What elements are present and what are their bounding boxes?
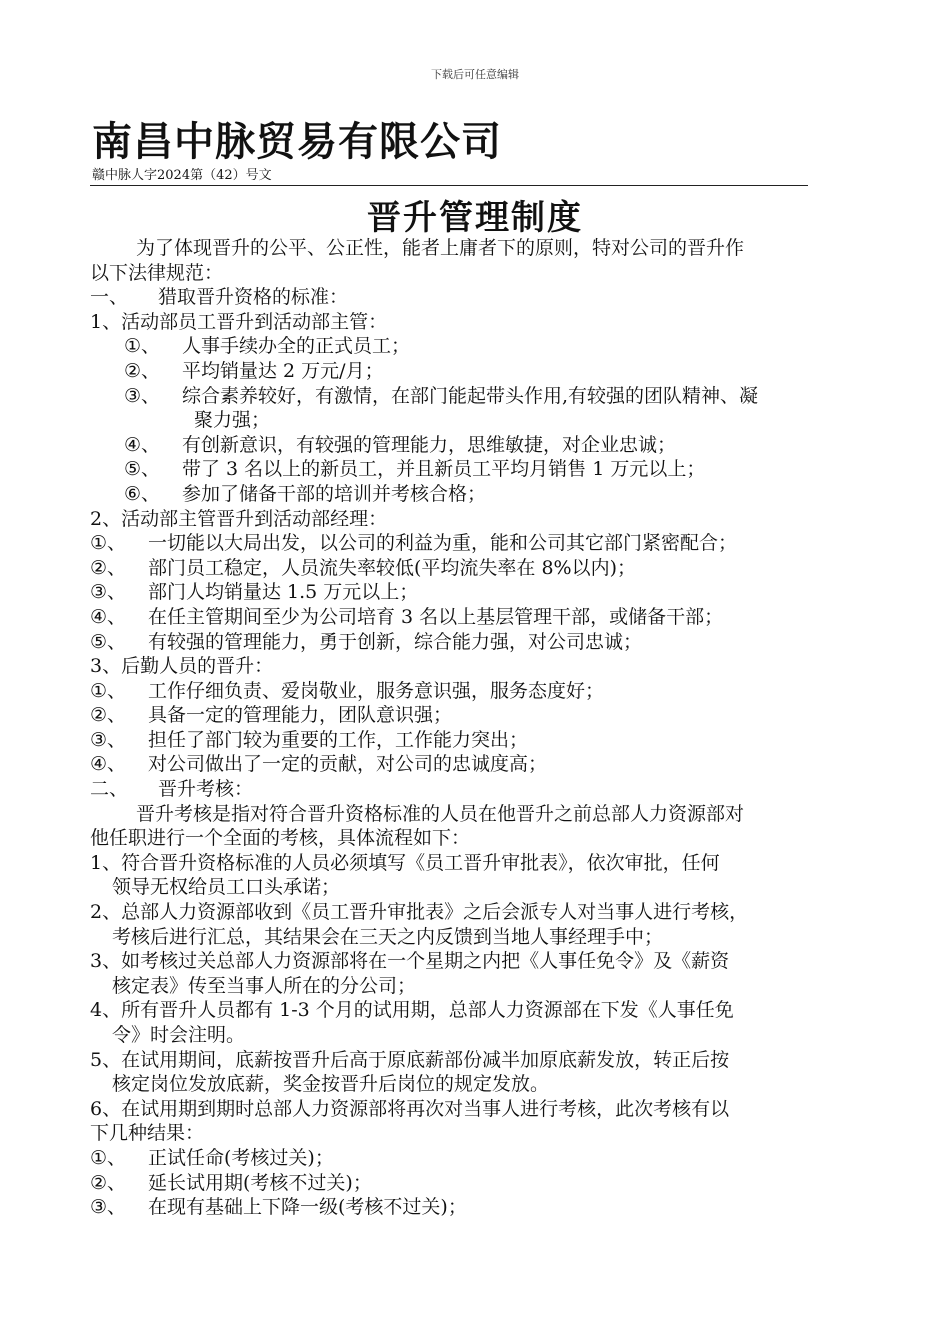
header-note: 下载后可任意编辑	[431, 68, 519, 81]
process-step: 3、如考核过关总部人力资源部将在一个星期之内把《人事任免令》及《薪资	[90, 950, 730, 973]
process-step-continuation: 令》时会注明。	[112, 1024, 246, 1046]
list-item: ②、 具备一定的管理能力，团队意识强；	[90, 704, 453, 727]
process-step-continuation: 下几种结果：	[90, 1122, 205, 1145]
process-step: 2、总部人力资源部收到《员工晋升审批表》之后会派专人对当事人进行考核，	[90, 901, 749, 924]
process-step: 5、在试用期间，底薪按晋升后高于原底薪部份减半加原底薪发放，转正后按	[90, 1048, 730, 1071]
intro-line: 为了体现晋升的公平、公正性，能者上庸者下的原则，特对公司的晋升作	[136, 237, 745, 259]
section-intro-line: 晋升考核是指对符合晋升资格标准的人员在他晋升之前总部人力资源部对	[136, 802, 745, 825]
group-heading: 3、后勤人员的晋升：	[90, 655, 274, 678]
process-step-continuation: 核定岗位发放底薪，奖金按晋升后岗位的规定发放。	[112, 1073, 550, 1096]
process-step: 1、符合晋升资格标准的人员必须填写《员工晋升审批表》，依次审批，任何	[90, 851, 720, 874]
section-heading: 二、 晋升考核：	[90, 778, 254, 801]
list-item: ③、 部门人均销量达 1.5 万元以上；	[90, 581, 419, 604]
list-item: ③、 担任了部门较为重要的工作，工作能力突出；	[90, 728, 529, 751]
list-item: ①、 人事手续办全的正式员工；	[124, 335, 411, 358]
group-heading: 2、活动部主管晋升到活动部经理：	[90, 507, 388, 530]
process-step: 6、在试用期到期时总部人力资源部将再次对当事人进行考核，此次考核有以	[90, 1097, 730, 1120]
process-step-continuation: 考核后进行汇总，其结果会在三天之内反馈到当地人事经理手中；	[112, 925, 664, 948]
list-item: ④、 有创新意识，有较强的管理能力，思维敏捷，对企业忠诚；	[124, 433, 677, 456]
list-item: ④、 在任主管期间至少为公司培育 3 名以上基层管理干部，或储备干部；	[90, 605, 724, 628]
process-step: 4、所有晋升人员都有 1-3 个月的试用期，总部人力资源部在下发《人事任免	[90, 999, 734, 1022]
list-item: ⑥、 参加了储备干部的培训并考核合格；	[124, 482, 487, 505]
list-item: ⑤、 有较强的管理能力，勇于创新，综合能力强，对公司忠诚；	[90, 630, 643, 653]
result-item: ①、 正试任命(考核过关)；	[90, 1146, 334, 1169]
section-heading: 一、 猎取晋升资格的标准：	[90, 286, 349, 309]
list-item: ②、 平均销量达 2 万元/月；	[124, 359, 384, 382]
document-number: 赣中脉人字2024第（42）号文	[92, 168, 272, 183]
section-intro-line: 他任职进行一个全面的考核，具体流程如下：	[90, 827, 471, 850]
intro-line: 以下法律规范：	[90, 261, 224, 284]
list-item: ①、 一切能以大局出发，以公司的利益为重，能和公司其它部门紧密配合；	[90, 532, 738, 555]
process-step-continuation: 领导无权给员工口头承诺；	[112, 876, 341, 899]
company-name: 南昌中脉贸易有限公司	[92, 119, 502, 165]
list-item-continuation: 聚力强；	[194, 409, 271, 432]
header-rule	[90, 185, 808, 186]
document-body	[90, 236, 860, 1220]
group-heading: 1、活动部员工晋升到活动部主管：	[90, 310, 388, 333]
page-title: 晋升管理制度	[367, 198, 583, 238]
list-item: ④、 对公司做出了一定的贡献，对公司的忠诚度高；	[90, 753, 548, 776]
list-item: ⑤、 带了 3 名以上的新员工，并且新员工平均月销售 1 万元以上；	[124, 458, 706, 481]
process-step-continuation: 核定表》传至当事人所在的分公司；	[112, 974, 417, 997]
list-item: ③、 综合素养较好，有激情，在部门能起带头作用,有较强的团队精神、凝	[124, 384, 759, 407]
result-item: ③、 在现有基础上下降一级(考核不过关)；	[90, 1196, 467, 1219]
list-item: ②、 部门员工稳定，人员流失率较低(平均流失率在 8%以内)；	[90, 556, 637, 579]
list-item: ①、 工作仔细负责、爱岗敬业，服务意识强，服务态度好；	[90, 679, 605, 702]
result-item: ②、 延长试用期(考核不过关)；	[90, 1171, 372, 1194]
